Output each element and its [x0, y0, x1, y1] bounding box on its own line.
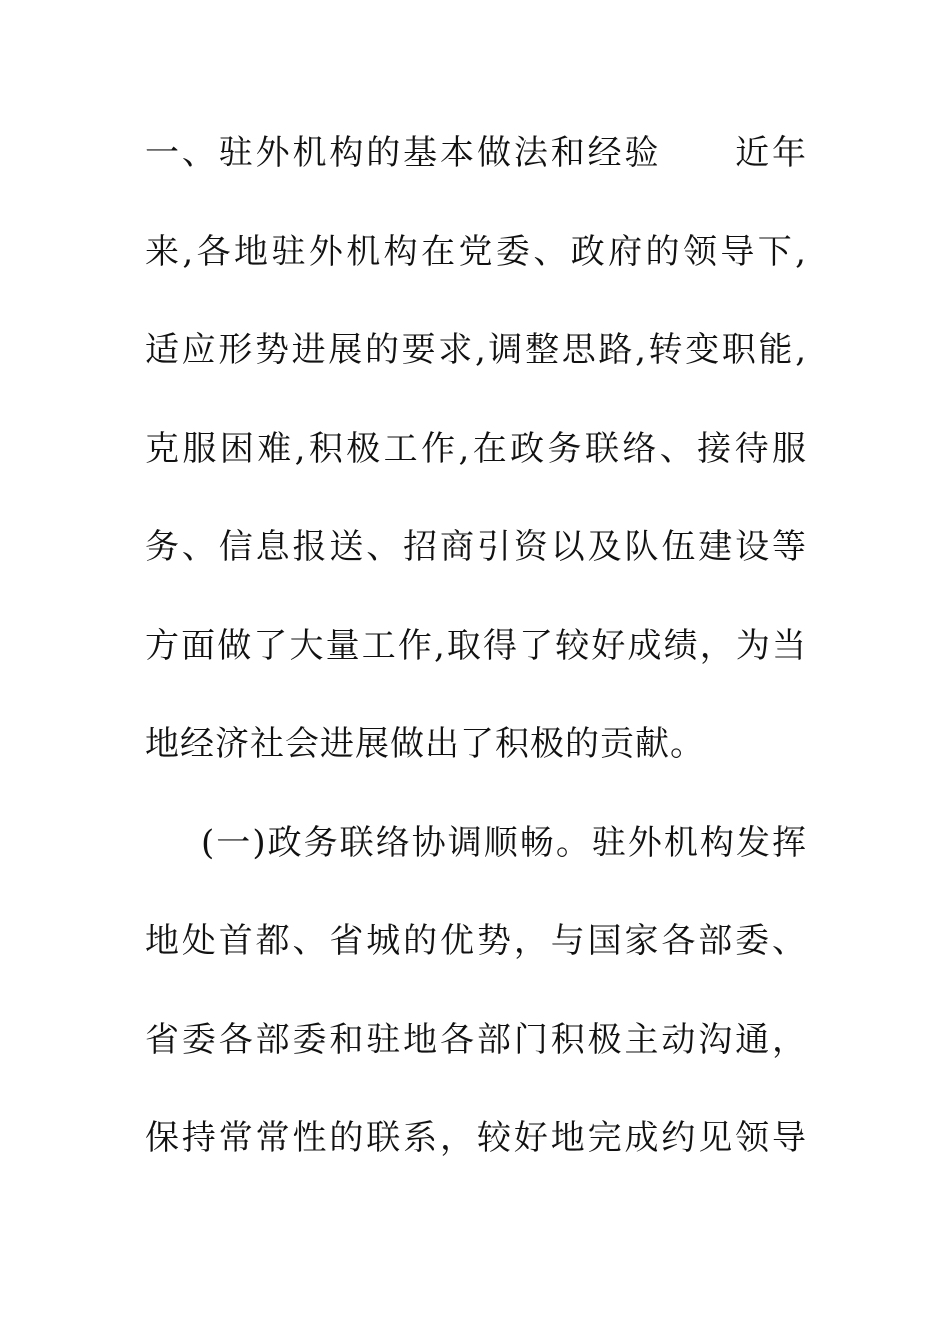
text-line: 一、驻外机构的基本做法和经验 近年: [145, 133, 807, 173]
text-line: 适应形势进展的要求,调整思路,转变职能,: [145, 330, 807, 370]
text-line: 来,各地驻外机构在党委、政府的领导下,: [145, 231, 807, 272]
text-line: 地处首都、省城的优势，与国家各部委、: [145, 921, 807, 961]
text-line: 省委各部委和驻地各部门积极主动沟通，: [145, 1019, 807, 1060]
text-line: (一)政务联络协调顺畅。驻外机构发挥: [201, 822, 807, 863]
document-body: [145, 120, 807, 1204]
text-line: 方面做了大量工作,取得了较好成绩，为当: [145, 625, 807, 666]
text-line: 克服困难,积极工作,在政务联络、接待服: [145, 428, 807, 469]
text-line: 务、信息报送、招商引资以及队伍建设等: [145, 527, 807, 567]
text-line: 地经济社会进展做出了积极的贡献。: [145, 724, 705, 764]
text-line: 保持常常性的联系，较好地完成约见领导: [145, 1118, 807, 1158]
